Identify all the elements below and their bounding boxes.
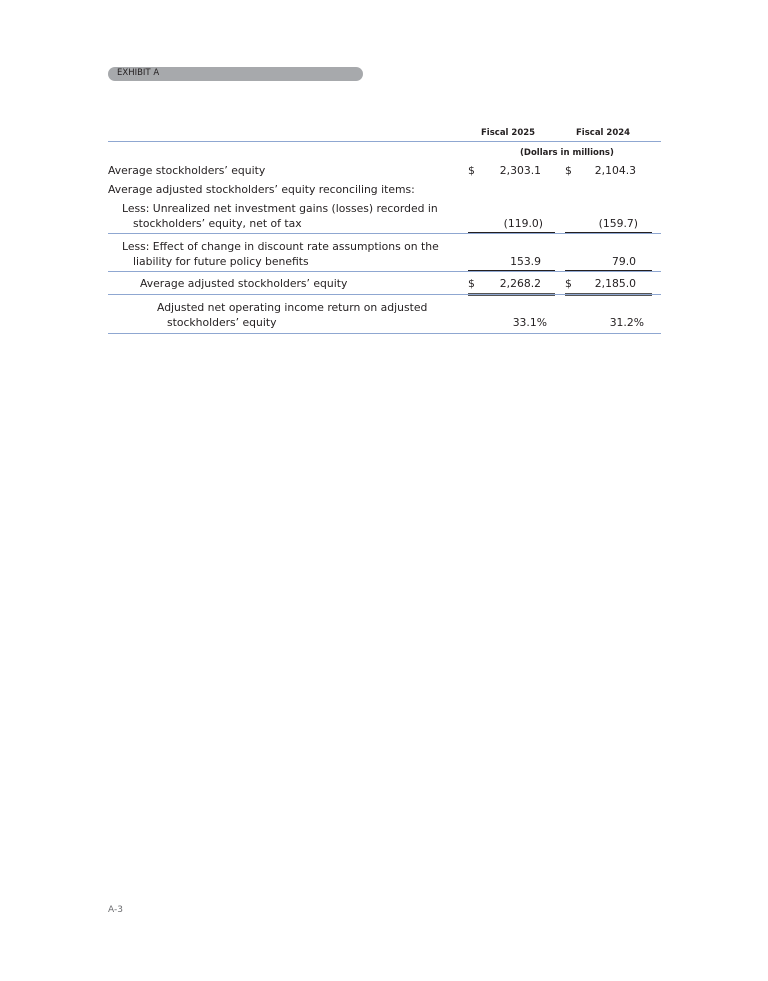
total-double-underline [565, 293, 652, 296]
row-rule [108, 333, 661, 334]
subtotal-underline [565, 232, 652, 233]
row-label-line2: liability for future policy benefits [133, 255, 309, 268]
currency-symbol: $ [565, 164, 572, 177]
row-rule [108, 233, 661, 234]
subtotal-underline [565, 270, 652, 271]
value-fy2024: 31.2% [609, 316, 644, 329]
row-label-line1: Less: Effect of change in discount rate assumptions on the [122, 240, 439, 253]
row-label-line1: Adjusted net operating income return on adjusted [157, 301, 428, 314]
value-fy2024: 79.0 [611, 255, 636, 268]
row-label-line1: Less: Unrealized net investment gains (losses) recorded in [122, 202, 438, 215]
header-rule [108, 141, 661, 142]
page-number: A-3 [108, 905, 123, 915]
currency-symbol: $ [468, 277, 475, 290]
row-label-line2: stockholders’ equity [167, 316, 277, 329]
row-label: Average stockholders’ equity [108, 164, 266, 177]
exhibit-label [108, 67, 363, 81]
subtotal-underline [468, 232, 555, 233]
row-rule [108, 271, 661, 272]
value-fy2024: 2,185.0 [594, 277, 636, 290]
row-label-line2: stockholders’ equity, net of tax [133, 217, 302, 230]
value-fy2024: 2,104.3 [594, 164, 636, 177]
currency-symbol: $ [565, 277, 572, 290]
row-label: Average adjusted stockholders’ equity reconciling items: [108, 183, 415, 196]
units-label: (Dollars in millions) [520, 148, 614, 158]
currency-symbol: $ [468, 164, 475, 177]
value-fy2025: 33.1% [512, 316, 547, 329]
exhibit-label-text: EXHIBIT A [117, 68, 160, 78]
value-fy2025: 2,303.1 [499, 164, 541, 177]
subtotal-underline [468, 270, 555, 271]
col-header-fy2024: Fiscal 2024 [576, 128, 631, 138]
row-label: Average adjusted stockholders’ equity [140, 277, 348, 290]
total-double-underline [468, 293, 555, 296]
value-fy2025: 2,268.2 [499, 277, 541, 290]
value-fy2025: 153.9 [510, 255, 541, 268]
value-fy2025: (119.0) [503, 217, 543, 230]
col-header-fy2025: Fiscal 2025 [481, 128, 536, 138]
value-fy2024: (159.7) [598, 217, 638, 230]
